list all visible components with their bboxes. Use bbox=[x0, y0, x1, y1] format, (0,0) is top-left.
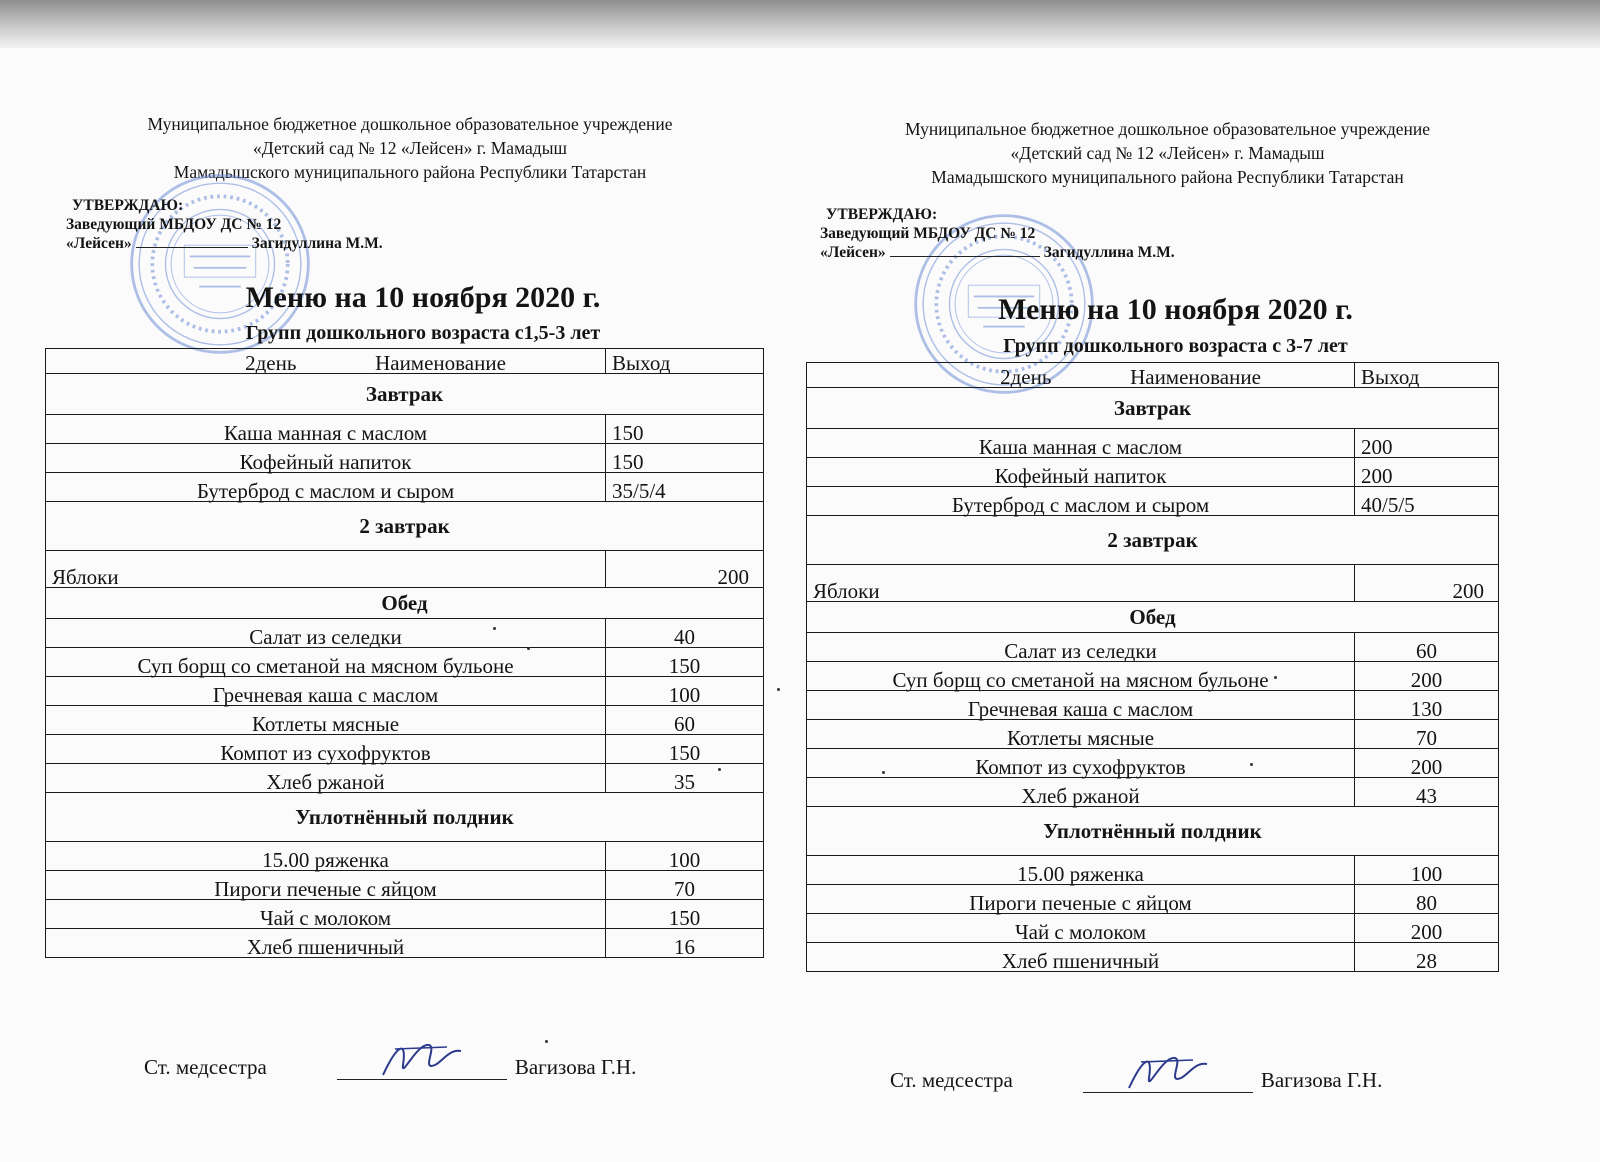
org-line-3: Мамадышского муниципального района Республики Татарстан bbox=[173, 162, 647, 182]
dish-name: 15.00 ряженка bbox=[46, 842, 606, 871]
approval-block bbox=[66, 196, 383, 253]
handwritten-signature-icon bbox=[377, 1035, 467, 1081]
table-row bbox=[807, 662, 1499, 691]
menu-page-younger bbox=[40, 0, 780, 1162]
approval-signer: Загидуллина М.М. bbox=[251, 235, 383, 252]
table-row bbox=[46, 842, 764, 871]
table-row bbox=[46, 871, 764, 900]
dish-output: 150 bbox=[606, 900, 764, 929]
approval-label: УТВЕРЖДАЮ: bbox=[826, 206, 938, 223]
table-row bbox=[807, 720, 1499, 749]
dish-output: 150 bbox=[606, 415, 764, 444]
dish-output: 80 bbox=[1355, 885, 1499, 914]
signature-line bbox=[890, 256, 1040, 257]
dish-name: Кофейный напиток bbox=[807, 458, 1355, 487]
org-line-2: «Детский сад № 12 «Лейсен» г. Мамадыш bbox=[253, 138, 567, 158]
table-row bbox=[807, 856, 1499, 885]
section-breakfast-2: 2 завтрак bbox=[807, 516, 1499, 565]
section-snack: Уплотнённый полдник bbox=[46, 793, 764, 842]
organization-header bbox=[800, 117, 1535, 189]
dish-name: Чай с молоком bbox=[46, 900, 606, 929]
dish-name: Каша манная с маслом bbox=[807, 429, 1355, 458]
dish-output: 150 bbox=[606, 735, 764, 764]
dish-output: 16 bbox=[606, 929, 764, 958]
dish-output: 40 bbox=[606, 619, 764, 648]
table-row bbox=[46, 706, 764, 735]
dish-name: Суп борщ со сметаной на мясном бульоне bbox=[807, 662, 1355, 691]
dish-name: Пироги печеные с яйцом bbox=[46, 871, 606, 900]
nurse-signature-block bbox=[890, 1068, 1382, 1093]
menu-subtitle: Групп дошкольного возраста с1,5-3 лет bbox=[245, 322, 601, 344]
dish-output: 200 bbox=[1355, 914, 1499, 943]
header-output: Выход bbox=[606, 349, 764, 374]
menu-page-older bbox=[800, 0, 1535, 1162]
table-row bbox=[807, 943, 1499, 972]
dish-output: 43 bbox=[1355, 778, 1499, 807]
dish-output: 35 bbox=[606, 764, 764, 793]
table-row bbox=[807, 749, 1499, 778]
dish-name: Салат из селедки bbox=[46, 619, 606, 648]
nurse-role: Ст. медсестра bbox=[890, 1068, 1013, 1092]
approval-label: УТВЕРЖДАЮ: bbox=[72, 197, 184, 214]
dish-name: Хлеб ржаной bbox=[807, 778, 1355, 807]
table-row bbox=[807, 429, 1499, 458]
dish-name: Котлеты мясные bbox=[46, 706, 606, 735]
signature-line bbox=[136, 247, 248, 248]
header-name: Наименование bbox=[1130, 365, 1261, 389]
dish-name: Компот из сухофруктов bbox=[807, 749, 1355, 778]
scan-speck bbox=[718, 768, 721, 771]
scan-speck bbox=[1274, 676, 1277, 679]
dish-name: Хлеб пшеничный bbox=[46, 929, 606, 958]
table-row bbox=[46, 929, 764, 958]
dish-name: Котлеты мясные bbox=[807, 720, 1355, 749]
dish-output: 100 bbox=[606, 677, 764, 706]
table-row bbox=[46, 619, 764, 648]
approval-name-prefix: «Лейсен» bbox=[66, 235, 132, 252]
table-row bbox=[807, 914, 1499, 943]
dish-output: 35/5/4 bbox=[606, 473, 764, 502]
dish-name: Каша манная с маслом bbox=[46, 415, 606, 444]
scan-speck bbox=[545, 1040, 548, 1043]
approval-name-prefix: «Лейсен» bbox=[820, 244, 886, 261]
table-header bbox=[807, 363, 1499, 388]
table-row bbox=[46, 900, 764, 929]
header-output: Выход bbox=[1355, 363, 1499, 388]
dish-name: Гречневая каша с маслом bbox=[46, 677, 606, 706]
org-line-2: «Детский сад № 12 «Лейсен» г. Мамадыш bbox=[1010, 143, 1325, 163]
nurse-role: Ст. медсестра bbox=[144, 1055, 267, 1079]
dish-output: 60 bbox=[606, 706, 764, 735]
table-row bbox=[807, 487, 1499, 516]
dish-name: Бутерброд с маслом и сыром bbox=[46, 473, 606, 502]
table-row bbox=[46, 677, 764, 706]
table-row bbox=[46, 735, 764, 764]
dish-name: Кофейный напиток bbox=[46, 444, 606, 473]
dish-name: Хлеб ржаной bbox=[46, 764, 606, 793]
dish-name: Бутерброд с маслом и сыром bbox=[807, 487, 1355, 516]
scan-speck bbox=[777, 688, 780, 691]
header-day: 2день bbox=[1000, 365, 1052, 389]
nurse-name: Вагизова Г.Н. bbox=[514, 1055, 637, 1079]
dish-name: Хлеб пшеничный bbox=[807, 943, 1355, 972]
org-line-1: Муниципальное бюджетное дошкольное образовательное учреждение bbox=[905, 119, 1430, 139]
dish-output: 28 bbox=[1355, 943, 1499, 972]
section-lunch: Обед bbox=[807, 602, 1499, 633]
scan-speck bbox=[527, 647, 530, 650]
dish-name: Гречневая каша с маслом bbox=[807, 691, 1355, 720]
dish-output: 40/5/5 bbox=[1355, 487, 1499, 516]
approval-block bbox=[820, 205, 1175, 262]
dish-name: Чай с молоком bbox=[807, 914, 1355, 943]
scan-speck bbox=[1250, 763, 1253, 766]
dish-output: 70 bbox=[606, 871, 764, 900]
org-line-3: Мамадышского муниципального района Республики Татарстан bbox=[931, 167, 1404, 187]
menu-title: Меню на 10 ноября 2020 г. bbox=[245, 281, 601, 314]
dish-output: 200 bbox=[1355, 662, 1499, 691]
table-row bbox=[807, 691, 1499, 720]
org-line-1: Муниципальное бюджетное дошкольное образовательное учреждение bbox=[147, 114, 673, 134]
dish-output: 100 bbox=[606, 842, 764, 871]
header-day: 2день bbox=[245, 351, 297, 375]
table-row bbox=[46, 415, 764, 444]
dish-name: Суп борщ со сметаной на мясном бульоне bbox=[46, 648, 606, 677]
dish-output: 200 bbox=[1355, 458, 1499, 487]
table-row bbox=[807, 565, 1499, 602]
dish-output: 200 bbox=[1355, 565, 1499, 602]
dish-name: Компот из сухофруктов bbox=[46, 735, 606, 764]
menu-table bbox=[806, 362, 1499, 972]
scan-speck bbox=[493, 627, 496, 630]
scan-speck bbox=[882, 771, 885, 774]
nurse-signature-block bbox=[144, 1055, 636, 1080]
section-snack: Уплотнённый полдник bbox=[807, 807, 1499, 856]
dish-name: Салат из селедки bbox=[807, 633, 1355, 662]
table-row bbox=[807, 778, 1499, 807]
dish-output: 60 bbox=[1355, 633, 1499, 662]
section-lunch: Обед bbox=[46, 588, 764, 619]
dish-output: 70 bbox=[1355, 720, 1499, 749]
nurse-signature-line bbox=[1083, 1070, 1253, 1093]
table-header bbox=[46, 349, 764, 374]
section-breakfast: Завтрак bbox=[807, 388, 1499, 429]
dish-name: Пироги печеные с яйцом bbox=[807, 885, 1355, 914]
table-row bbox=[46, 551, 764, 588]
dish-name: Яблоки bbox=[807, 565, 1355, 602]
menu-title: Меню на 10 ноября 2020 г. bbox=[998, 293, 1353, 326]
dish-output: 100 bbox=[1355, 856, 1499, 885]
table-row bbox=[807, 633, 1499, 662]
approval-signer: Загидуллина М.М. bbox=[1043, 244, 1175, 261]
dish-name: 15.00 ряженка bbox=[807, 856, 1355, 885]
dish-output: 200 bbox=[1355, 749, 1499, 778]
table-row bbox=[807, 458, 1499, 487]
table-row bbox=[46, 764, 764, 793]
menu-table bbox=[45, 348, 764, 958]
header-name: Наименование bbox=[375, 351, 506, 375]
dish-output: 150 bbox=[606, 444, 764, 473]
table-row bbox=[46, 648, 764, 677]
section-breakfast: Завтрак bbox=[46, 374, 764, 415]
table-row bbox=[807, 885, 1499, 914]
dish-output: 150 bbox=[606, 648, 764, 677]
dish-output: 200 bbox=[606, 551, 764, 588]
dish-name: Яблоки bbox=[46, 551, 606, 588]
section-breakfast-2: 2 завтрак bbox=[46, 502, 764, 551]
handwritten-signature-icon bbox=[1123, 1048, 1213, 1094]
table-row bbox=[46, 473, 764, 502]
table-row bbox=[46, 444, 764, 473]
approval-position: Заведующий МБДОУ ДС № 12 bbox=[66, 216, 282, 233]
dish-output: 200 bbox=[1355, 429, 1499, 458]
dish-output: 130 bbox=[1355, 691, 1499, 720]
nurse-name: Вагизова Г.Н. bbox=[1260, 1068, 1383, 1092]
nurse-signature-line bbox=[337, 1057, 507, 1080]
approval-position: Заведующий МБДОУ ДС № 12 bbox=[820, 225, 1036, 242]
menu-subtitle: Групп дошкольного возраста с 3-7 лет bbox=[1003, 335, 1348, 357]
